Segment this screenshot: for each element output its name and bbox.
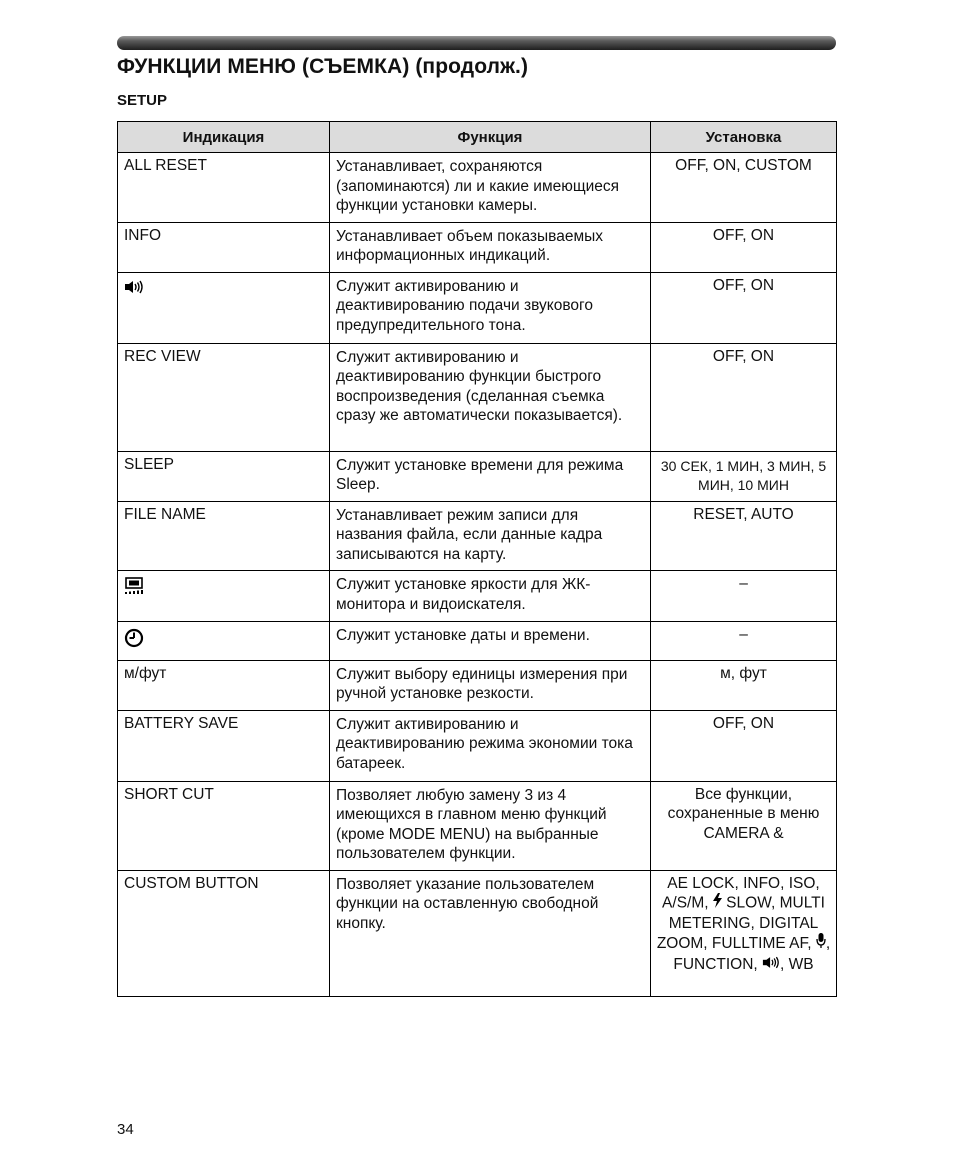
indication-cell: [118, 571, 330, 622]
indication-cell: INFO: [118, 222, 330, 272]
indication-cell: [118, 272, 330, 343]
setting-text-part: AE LOCK, INFO, ISO, A/S/M,: [662, 874, 820, 912]
setting-cell: OFF, ON: [651, 710, 837, 781]
function-cell: Устанавливает режим записи для названия файла, если данные кадра записываются на карту.: [330, 501, 651, 571]
table-row: [118, 343, 837, 451]
indication-cell: ALL RESET: [118, 153, 330, 223]
indication-cell: REC VIEW: [118, 343, 330, 451]
setup-table: [117, 121, 837, 997]
table-row: [118, 153, 837, 223]
setting-cell: OFF, ON, CUSTOM: [651, 153, 837, 223]
setting-cell: Все функции, сохраненные в меню CAMERA &: [651, 781, 837, 870]
top-decorative-bar: [117, 36, 836, 50]
function-cell: Служит активированию и деактивированию подачи звукового предупредительного тона.: [330, 272, 651, 343]
setting-text-part: , WB: [780, 955, 814, 973]
table-row: [118, 870, 837, 996]
function-cell: Устанавливает объем показываемых информационных индикаций.: [330, 222, 651, 272]
table-row: [118, 451, 837, 501]
beep-sound-icon: [124, 280, 144, 300]
table-row: [118, 571, 837, 622]
setting-cell: [651, 870, 837, 996]
section-title: SETUP: [117, 92, 168, 109]
monitor-brightness-icon: [124, 577, 146, 601]
setting-text-part: SLOW, MULTI METERING, DIGITAL ZOOM, FULLTIME AF,: [656, 894, 825, 952]
microphone-icon: [816, 933, 826, 955]
page-number: 34: [117, 1121, 134, 1138]
function-cell: Служит установке яркости для ЖК-монитора и видоискателя.: [330, 571, 651, 622]
table-row: [118, 272, 837, 343]
table-row: [118, 781, 837, 870]
setting-cell: м, фут: [651, 660, 837, 710]
beep-sound-icon: [762, 955, 780, 975]
indication-cell: BATTERY SAVE: [118, 710, 330, 781]
indication-cell: SLEEP: [118, 451, 330, 501]
setting-cell: RESET, AUTO: [651, 501, 837, 571]
header-setting: Установка: [651, 122, 837, 153]
table-row: [118, 222, 837, 272]
page-title: ФУНКЦИИ МЕНЮ (СЪЕМКА) (продолж.): [117, 55, 529, 78]
table-row: [118, 660, 837, 710]
table-row: [118, 501, 837, 571]
setting-cell: –: [651, 571, 837, 622]
clock-icon: [124, 628, 144, 654]
setting-cell: OFF, ON: [651, 222, 837, 272]
indication-cell: CUSTOM BUTTON: [118, 870, 330, 996]
function-cell: Служит установке даты и времени.: [330, 622, 651, 661]
flash-icon: [713, 893, 722, 914]
table-row: [118, 622, 837, 661]
header-function: Функция: [330, 122, 651, 153]
setting-text-part: , FUNCTION,: [673, 934, 831, 973]
setting-cell: OFF, ON: [651, 272, 837, 343]
setting-cell: 30 СЕК, 1 МИН, 3 МИН, 5 МИН, 10 МИН: [651, 451, 837, 501]
indication-cell: [118, 622, 330, 661]
indication-cell: FILE NAME: [118, 501, 330, 571]
function-cell: Позволяет указание пользователем функции на оставленную свободной кнопку.: [330, 870, 651, 996]
indication-cell: м/фут: [118, 660, 330, 710]
function-cell: Служит активированию и деактивированию функции быстрого воспроизведения (сделанная съемка сразу же автоматически показывается).: [330, 343, 651, 451]
header-indication: Индикация: [118, 122, 330, 153]
setting-cell: OFF, ON: [651, 343, 837, 451]
function-cell: Позволяет любую замену 3 из 4 имеющихся в главном меню функций (кроме MODE MENU) на выбранные пользователем функции.: [330, 781, 651, 870]
table-header-row: [118, 122, 837, 153]
indication-cell: SHORT CUT: [118, 781, 330, 870]
function-cell: Устанавливает, сохраняются (запоминаются) ли и какие имеющиеся функции установки камеры.: [330, 153, 651, 223]
setting-cell: –: [651, 622, 837, 661]
function-cell: Служит активированию и деактивированию режима экономии тока батареек.: [330, 710, 651, 781]
function-cell: Служит выбору единицы измерения при ручной установке резкости.: [330, 660, 651, 710]
function-cell: Служит установке времени для режима Sleep.: [330, 451, 651, 501]
table-row: [118, 710, 837, 781]
